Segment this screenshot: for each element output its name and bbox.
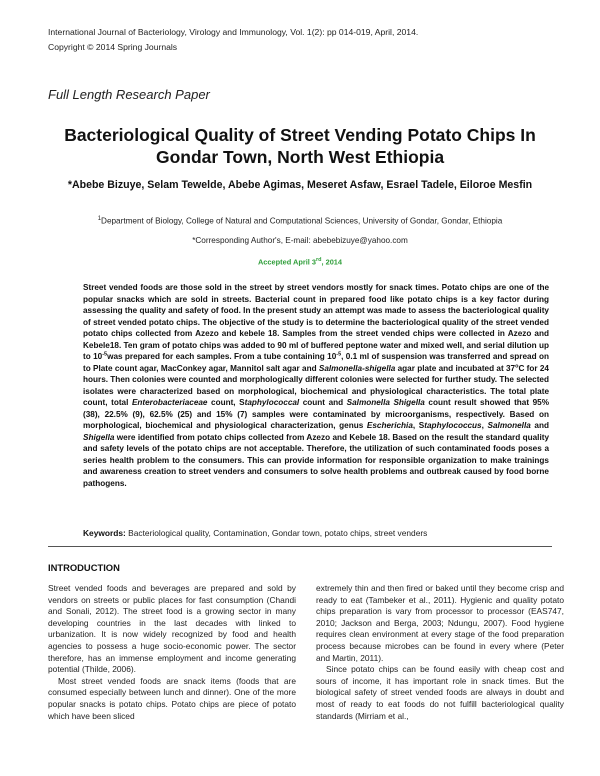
introduction-heading: INTRODUCTION bbox=[48, 562, 120, 573]
keywords-label: Keywords: bbox=[83, 528, 126, 538]
journal-citation: International Journal of Bacteriology, Virology and Immunology, Vol. 1(2): pp 014-019, April, 2014. bbox=[48, 27, 419, 37]
accepted-date: Accepted April 3rd, 2014 bbox=[257, 257, 343, 267]
keywords-text: Bacteriological quality, Contamination, Gondar town, potato chips, street venders bbox=[125, 528, 428, 538]
paragraph: Street vended foods and beverages are prepared and sold by vendors on streets or public places for fast consumption (Chandi and Sonali, 2012). The street food is a growing sector in many developing countries in the last decades with linked to urbanization. It is now widely recognized by food and health agencies to possess a huge socio-economic power. The sector therefore, has an immense employment and income generating potential (Thilde, 2006). bbox=[48, 583, 296, 675]
author-list: *Abebe Bizuye, Selam Tewelde, Abebe Agimas, Meseret Asfaw, Esrael Tadele, Eiloroe Mesfin bbox=[67, 179, 533, 191]
corresponding-email: *Corresponding Author's, E-mail: abebebizuye@yahoo.com bbox=[192, 236, 408, 245]
affiliation-marker: 1 bbox=[97, 216, 102, 222]
affiliation bbox=[40, 216, 560, 226]
paper-type-label: Full Length Research Paper bbox=[48, 87, 210, 102]
keywords bbox=[83, 528, 549, 538]
abstract: Street vended foods are those sold in the street by street vendors mostly for snack times. Potato chips are one of the popular snacks which are sold in streets. Bacterial count in prepared food like potato chips is a key factor during assessing the quality and safety of food. In the present study an attempt was made to assess the bacteriological quality of street vended potato chips. The objective of the study is to determine the bacteriological quality of the street vended potato chips collected from Azezo and kebele 18. Samples from the street vended chips were collected in Azezo and Kebele18. Ten gram of potato chips was added to 90 ml of buffered peptone water and mixed well, and serial dilution up to $10^{-5}was$ prepared for each samples. From a tube containing $10^{-5}$, 0.1 ml of suspension was transferred and spread on to Plate count agar, MacConkey agar, Mannitol salt agar and Salmonella-shigella agar plate and incubated at 37$^o$C for 24 hours. Then colonies were counted and morphologically different colonies were selected for further study. The selected isolates were characterized based on morphological, biochemical and physiological characteristics. The total plate count, total Enterobacteriaceae count, Staphylococcal count and Salmonella Shigella count result showed that 95% (38), 22.5% (9), 62.5% (25) and 15% (7) samples were contaminated by microorganisms, respectively. Based on morphological, biochemical and physiological characterization, genus Escherichia, Staphylococcus, Salmonella and Shigella were identified from potato chips collected from Azezo and Kebele 18. Based on the result the standard quality and safety levels of the potato chips are not acceptable. Therefore, the utilization of such contaminated foods poses a series health problem to the consumers. This can provide information for responsible organization to make trainings and awareness creation to street venders and consumers to solve health problems and outbreak caused by food borne pathogens. bbox=[83, 283, 550, 488]
body-column-left bbox=[48, 583, 296, 722]
paragraph: extremely thin and then fired or baked until they become crisp and ready to eat (Tambeker et al., 2011). Hygienic and quality potato chips preparation is vary from processor to processor (EAS747, 2010; Jackson and Berga, 2003; Ndungu, 2007). Food hygiene requires clean environment at every stage of the food preparation process because microbes can be found in every where (Peter and Martin, 2011). bbox=[316, 583, 564, 663]
body-column-right bbox=[316, 583, 564, 722]
paragraph: Most street vended foods are snack items (foods that are consumed especially between lunch and dinner). One of the more popular snacks is potato chips. Potato chips are piece of potato which have been sliced bbox=[48, 675, 296, 721]
copyright-notice: Copyright © 2014 Spring Journals bbox=[48, 42, 178, 52]
paragraph: Since potato chips can be found easily with cheap cost and sours of income, it has important role in snack times. But the biological safety of street vended foods are always in doubt and most of ready to eat foods do not fulfill bacteriological quality standards (Mirriam et al., bbox=[316, 664, 564, 721]
affiliation-text: Department of Biology, College of Natural and Computational Sciences, University of Gondar, Gondar, Ethiopia bbox=[101, 216, 503, 226]
section-divider bbox=[48, 546, 552, 547]
paper-title: Bacteriological Quality of Street Vending Potato Chips In Gondar Town, North West Ethiopia bbox=[64, 125, 536, 167]
